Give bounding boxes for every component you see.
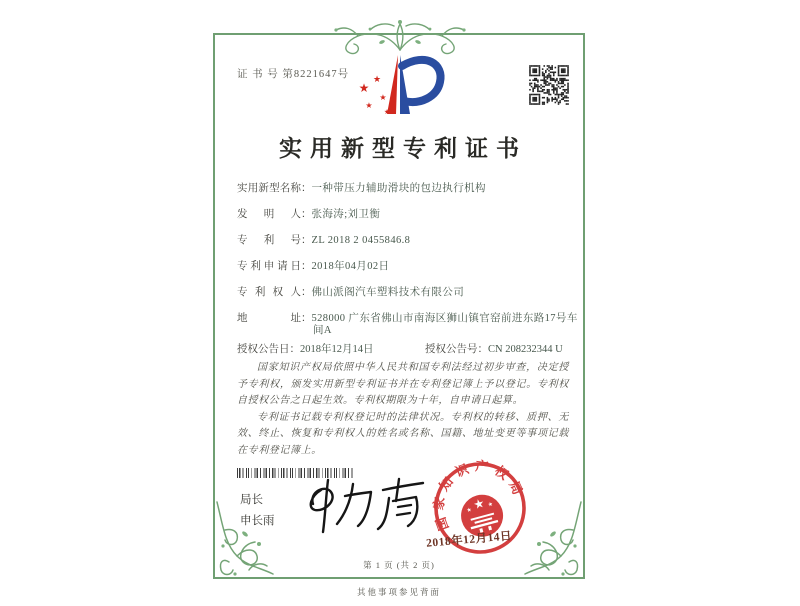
grant-date-label: 授权公告日： (237, 344, 300, 355)
field-row-utility-name (237, 183, 569, 195)
commissioner-name: 申长雨 (240, 515, 275, 527)
field-value: 2018年04月02日 (311, 261, 390, 272)
seal-text: 国家知识产权局 (430, 458, 528, 533)
field-label: 专利号 (237, 235, 301, 246)
field-row-inventor (237, 209, 569, 221)
page-number: 第 1 页 (共 2 页) (363, 560, 435, 570)
back-side-note: 其他事项参见背面 (356, 587, 441, 597)
field-value-line1: 528000 广东省佛山市南海区狮山镇官窑前进东路17号车 (311, 313, 578, 324)
field-value: 一种带压力辅助滑块的包边执行机构 (311, 183, 486, 194)
svg-text:★: ★ (358, 81, 370, 95)
grant-number-label: 授权公告号： (425, 344, 488, 355)
legal-text-block (237, 360, 569, 459)
field-value: ZL 2018 2 0455846.8 (311, 235, 411, 246)
commissioner-signature (295, 474, 435, 538)
legal-paragraph-2: 专利证书记载专利权登记时的法律状况。专利权的转移、质押、无效、终止、恢复和专利权人的姓名或名称、国籍、地址变更等事项记载在专利登记簿上。 (237, 411, 569, 456)
field-label: 发明人 (237, 209, 301, 220)
svg-text:★: ★ (372, 75, 382, 85)
svg-text:★: ★ (383, 108, 391, 116)
field-value: 佛山派阁汽车塑料技术有限公司 (311, 287, 465, 298)
field-row-patent-number (237, 235, 569, 247)
field-label: 专利申请日 (237, 261, 301, 272)
field-row-address (237, 313, 578, 337)
svg-text:★: ★ (365, 101, 373, 110)
field-value-line2: 间A (313, 325, 332, 336)
certificate-title: 实用新型专利证书 (279, 136, 527, 161)
field-label: 专利权人 (237, 287, 301, 298)
qr-code-icon (526, 62, 572, 108)
field-row-filing-date (237, 261, 569, 273)
grant-date-value: 2018年12月14日 (300, 344, 374, 355)
field-colon: ： (301, 261, 312, 272)
field-colon: ： (301, 313, 312, 324)
field-colon: ： (301, 287, 312, 298)
field-colon: ： (301, 209, 312, 220)
field-label: 实用新型名称 (237, 183, 301, 194)
field-label: 地址 (237, 313, 301, 324)
grant-number-value: CN 208232344 U (488, 344, 563, 355)
svg-text:★: ★ (379, 93, 387, 102)
legal-paragraph-1: 国家知识产权局依照中华人民共和国专利法经过初步审查，决定授予专利权，颁发实用新型专利证书并在专利登记簿上予以登记。专利权自授权公告之日起生效。专利权期限为十年，自申请日起算。 (237, 362, 569, 406)
certificate-number: 证 书 号 第8221647号 (237, 69, 350, 80)
field-colon: ： (301, 183, 312, 194)
seal-date: 2018年12月14日 (425, 530, 513, 550)
grant-row (237, 341, 569, 356)
commissioner-title: 局长 (240, 494, 263, 506)
field-colon: ： (301, 235, 312, 246)
field-value: 张海涛;刘卫衡 (311, 209, 381, 220)
cnipa-logo-icon (352, 52, 448, 118)
field-row-patentee (237, 287, 569, 299)
